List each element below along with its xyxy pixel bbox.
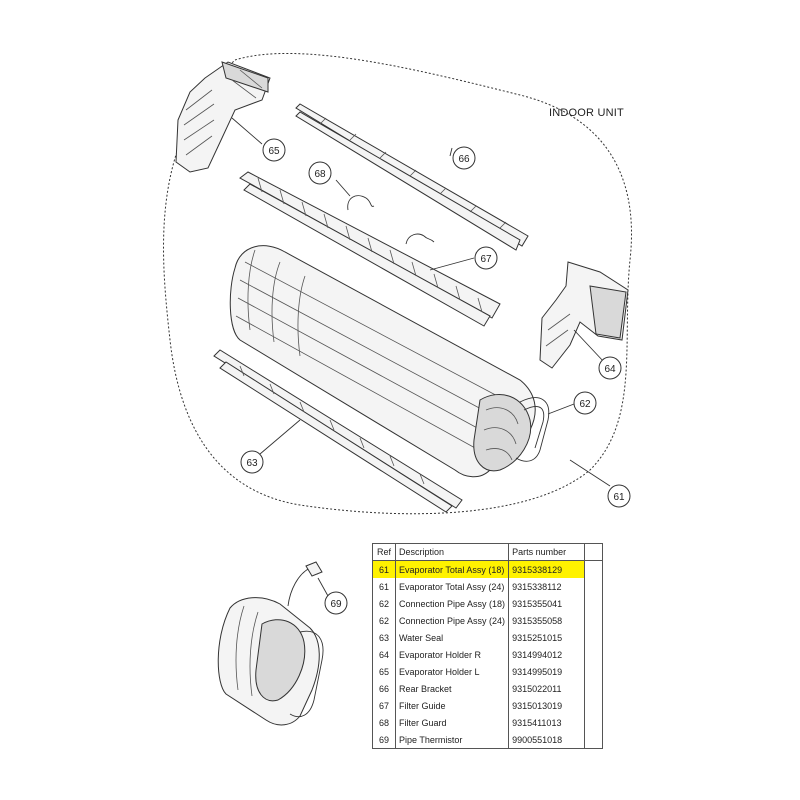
row-ref: 63 xyxy=(373,629,396,646)
row-description: Evaporator Holder L xyxy=(396,663,509,680)
row-description: Pipe Thermistor xyxy=(396,731,509,749)
evaporator-holder-l-part xyxy=(176,62,270,172)
row-extra xyxy=(585,561,603,579)
indoor-unit-label: INDOOR UNIT xyxy=(549,107,624,119)
row-parts-number: 9315355058 xyxy=(509,612,585,629)
callout-64 xyxy=(599,357,621,379)
row-extra xyxy=(585,612,603,629)
row-ref: 61 xyxy=(373,561,396,579)
row-extra xyxy=(585,697,603,714)
row-extra xyxy=(585,731,603,749)
row-description: Rear Bracket xyxy=(396,680,509,697)
header-ref: Ref xyxy=(373,544,396,561)
row-ref: 61 xyxy=(373,578,396,595)
table-row xyxy=(373,561,603,579)
table-row xyxy=(373,731,603,749)
row-description: Filter Guide xyxy=(396,697,509,714)
callout-68 xyxy=(309,162,331,184)
row-extra xyxy=(585,663,603,680)
row-parts-number: 9900551018 xyxy=(509,731,585,749)
row-parts-number: 9315013019 xyxy=(509,697,585,714)
table-row xyxy=(373,595,603,612)
row-parts-number: 9315355041 xyxy=(509,595,585,612)
callout-62 xyxy=(574,392,596,414)
row-ref: 69 xyxy=(373,731,396,749)
row-parts-number: 9315022011 xyxy=(509,680,585,697)
row-extra xyxy=(585,714,603,731)
table-row xyxy=(373,646,603,663)
evaporator-holder-r-part xyxy=(540,262,628,368)
svg-text:63: 63 xyxy=(246,458,258,469)
row-description: Filter Guard xyxy=(396,714,509,731)
svg-text:68: 68 xyxy=(314,169,326,180)
table-row xyxy=(373,578,603,595)
row-parts-number: 9315411013 xyxy=(509,714,585,731)
callout-67 xyxy=(475,247,497,269)
callout-69 xyxy=(325,592,347,614)
row-extra xyxy=(585,578,603,595)
row-extra xyxy=(585,595,603,612)
header-extra xyxy=(585,544,603,561)
row-extra xyxy=(585,629,603,646)
callout-65 xyxy=(263,139,285,161)
row-description: Evaporator Holder R xyxy=(396,646,509,663)
row-description: Evaporator Total Assy (24) xyxy=(396,578,509,595)
svg-text:64: 64 xyxy=(604,364,616,375)
table-row xyxy=(373,612,603,629)
row-ref: 62 xyxy=(373,612,396,629)
table-row xyxy=(373,629,603,646)
row-ref: 66 xyxy=(373,680,396,697)
pipe-thermistor-detail xyxy=(218,562,323,725)
table-row xyxy=(373,663,603,680)
row-description: Connection Pipe Assy (24) xyxy=(396,612,509,629)
row-parts-number: 9315338129 xyxy=(509,561,585,579)
row-ref: 67 xyxy=(373,697,396,714)
svg-text:62: 62 xyxy=(579,399,591,410)
row-description: Water Seal xyxy=(396,629,509,646)
svg-text:66: 66 xyxy=(458,154,470,165)
parts-table-body xyxy=(373,561,603,749)
table-row xyxy=(373,697,603,714)
row-ref: 64 xyxy=(373,646,396,663)
row-ref: 65 xyxy=(373,663,396,680)
row-parts-number: 9315251015 xyxy=(509,629,585,646)
callout-63 xyxy=(241,451,263,473)
svg-text:69: 69 xyxy=(330,599,342,610)
callout-61 xyxy=(608,485,630,507)
row-ref: 68 xyxy=(373,714,396,731)
row-parts-number: 9315338112 xyxy=(509,578,585,595)
table-row xyxy=(373,680,603,697)
row-extra xyxy=(585,646,603,663)
parts-table-header xyxy=(373,544,603,561)
evaporator-coil-part xyxy=(230,246,535,477)
row-extra xyxy=(585,680,603,697)
row-parts-number: 9314995019 xyxy=(509,663,585,680)
row-parts-number: 9314994012 xyxy=(509,646,585,663)
row-description: Evaporator Total Assy (18) xyxy=(396,561,509,579)
table-row xyxy=(373,714,603,731)
row-ref: 62 xyxy=(373,595,396,612)
row-description: Connection Pipe Assy (18) xyxy=(396,595,509,612)
parts-table xyxy=(372,543,603,749)
header-parts-number: Parts number xyxy=(509,544,585,561)
callout-66 xyxy=(453,147,475,169)
svg-text:67: 67 xyxy=(480,254,492,265)
svg-text:65: 65 xyxy=(268,146,280,157)
svg-text:61: 61 xyxy=(613,492,625,503)
header-description: Description xyxy=(396,544,509,561)
